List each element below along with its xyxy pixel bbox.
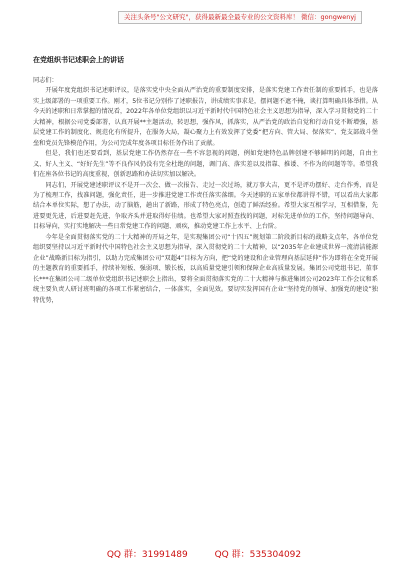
document-body (33, 76, 378, 306)
paragraph-2: 但是，我们也还要看到，基层党建工作仍然存在一些不容忽视的问题，例如党建特色品牌创建不够鲜明的问题，自由主义、好人主义、“好好先生”等不良作风仍没有完全杜绝的问题，调门高、落实差以及指靠、推诿、不作为的问题等等。希望我们在座各位书记的高度重视，创新思路和办法切实加以解决。 (33, 150, 378, 179)
paragraph-3: 同志们，开展党建述职评议不是开一次会、做一次报告、走过一次过场，就万事大吉，更不是评功摆好、走台作秀，而是为了梳理工作，找准问题，强化责任，进一步推进党建工作责任落实落细。今天述职的五家单位都讲得不错，可以看出大家都结合本单位实际，想了办法，动了脑筋，趟出了新路，形成了特色亮点，创造了鲜活经验。希望大家互相学习，互相借鉴，先进要更先进，后进要赶先进，争取齐头并进取得好佳绩。也希望大家对照查找的问题，对标先进单位的工作，坚持问题导向、目标导向，实打实地解决一些日常党建工作的问题、顽疾，推动党建工作上水平、上台阶。 (33, 181, 378, 231)
top-banner (118, 11, 362, 24)
banner-text: 关注头条号"公文研究"，获得最新最全最专业的公文资料库！ 微信：gongwenyj (124, 13, 356, 21)
footer-qq-group-2: QQ 群：535304092 (214, 550, 302, 560)
document-title: 在党组织书记述职会上的讲话 (33, 56, 124, 64)
paragraph-4: 今年是全面贯彻落实党的二十大精神的开局之年，是实现集团公司“十四五”规划第二阶段新目标的战略支点年，各单位党组织要坚持以习近平新时代中国特色社会主义思想为指导，深入贯彻党的二十大精神，以“2035年企业建成世界一流清洁能源企业”战略新目标为指引，以助力完成集团公司“双超4”目标为方向，把“党的建设和企业管理向基层延伸”作为即将在全党开展的主题教育的重要抓手，持续补短板、强弱项、锻长板，以高质量党建引领和保障企业高质量发展。集团公司党组书记、董事长***在集团公司二级单位党组织书记述职会上指出，要将全面贯彻落实党的二十大精神与推进集团公司2023年工作会议和系统主要负责人研讨班明确的各项工作紧密结合，一体落实，全面见效。要切实发挥国有企业“坚持党的领导、加强党的建设”独特优势， (33, 233, 378, 304)
salutation: 同志们： (33, 77, 58, 84)
footer-qq-group-1: QQ 群：31991489 (106, 550, 188, 560)
footer-contacts (0, 547, 408, 560)
paragraph-1: 开展年度党组织书记述职评议，是落实党中央全面从严治党的重要制度安排，是落实党建工作责任制的重要抓手，也是落实上级部署的一项重要工作。刚才，5位书记分别作了述职报告，讲成绩实事求是，摆问题不遮不掩，谈打算明确具体举措。从今天的述职和日常掌握的情况看，2022年各单位党组织以习近平新时代中国特色社会主义思想为指导，深入学习贯彻党的二十大精神，根据公司党委部署，认真开展**主题活动，转思想，强作风，抓落实，从严治党的政治自觉和行动自觉不断增强，基层党建工作的制度化、规范化有所提升，在服务大局，凝心聚力上有效发挥了党委“把方向、管大局、保落实”、党支部战斗堡垒和党员先锋模范作用，为公司完成年度各项目标任务作出了贡献。 (33, 87, 378, 147)
